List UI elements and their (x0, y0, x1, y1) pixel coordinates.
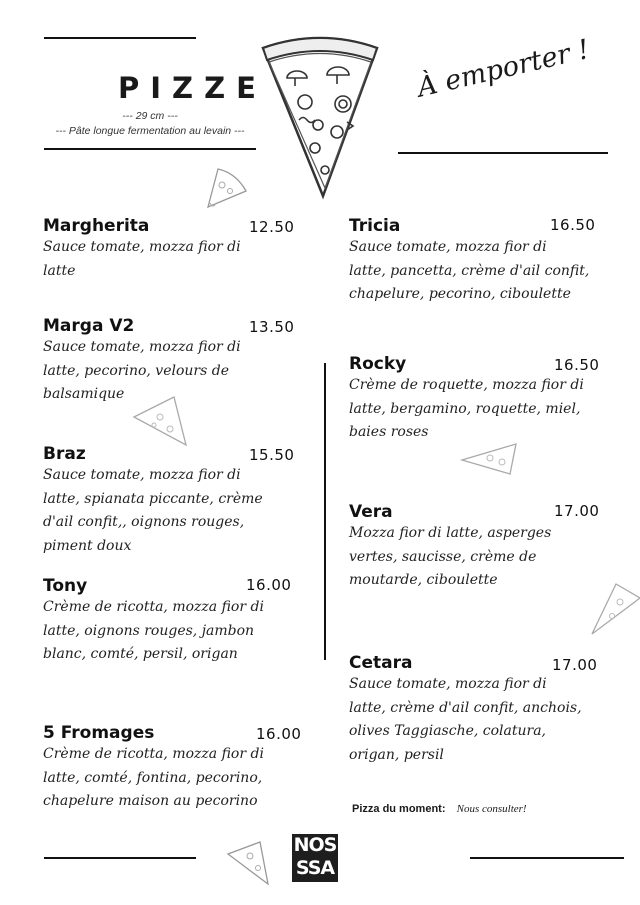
footer-rule-right (470, 857, 624, 859)
item-name: Tony (43, 576, 88, 596)
item-description: Mozza fior di latte, asperges vertes, saucisse, crème de moutarde, ciboulette (349, 525, 552, 588)
item-price: 13.50 (249, 318, 295, 336)
item-name: Vera (349, 502, 393, 522)
menu-item-tricia (349, 216, 619, 307)
header-rule-left (44, 37, 196, 39)
menu-item-cetara (349, 653, 619, 767)
item-description: Sauce tomate, mozza fior di latte, spianata piccante, crème d'ail confit,, oignons rouges, piment doux (43, 467, 263, 554)
page-title: PIZZE (118, 71, 267, 105)
menu-item-rocky (349, 354, 619, 445)
item-description: Crème de ricotta, mozza fior di latte, comté, fontina, pecorino, chapelure maison au pecorino (43, 746, 264, 809)
takeaway-heading: À emporter ! (414, 33, 593, 104)
item-name: Margherita (43, 216, 150, 236)
header-rule-left-lower (44, 148, 256, 150)
item-price: 16.00 (246, 576, 292, 594)
menu-item-braz (43, 444, 303, 558)
menu-item-margherita (43, 216, 298, 283)
menu-item-tony (43, 576, 303, 667)
menu-item-5-fromages (43, 723, 305, 814)
item-description: Sauce tomate, mozza fior di latte, pancetta, crème d'ail confit, chapelure, pecorino, ciboulette (349, 239, 590, 302)
item-name: Marga V2 (43, 316, 135, 336)
item-name: Braz (43, 444, 86, 464)
item-description: Sauce tomate, mozza fior di latte, crème d'ail confit, anchois, olives Taggiasche, colatura, origan, persil (349, 676, 582, 763)
pizza-of-the-moment (352, 797, 527, 816)
tagline: --- Pâte longue fermentation au levain --- (55, 125, 245, 137)
item-name: Rocky (349, 354, 407, 374)
footer-pizza-sketch-icon (224, 840, 274, 888)
item-price: 12.50 (249, 218, 295, 236)
item-description: Crème de ricotta, mozza fior di latte, oignons rouges, jambon blanc, comté, persil, origan (43, 599, 264, 662)
item-name: Cetara (349, 653, 413, 673)
item-description: Crème de roquette, mozza fior di latte, bergamino, roquette, miel, baies roses (349, 377, 584, 440)
item-name: Tricia (349, 216, 401, 236)
size-note: --- 29 cm --- (122, 110, 178, 122)
item-description: Sauce tomate, mozza fior di latte, pecorino, velours de balsamique (43, 339, 241, 402)
menu-item-marga-v2 (43, 316, 298, 407)
header-rule-right (398, 152, 608, 154)
item-price: 16.50 (550, 216, 596, 234)
item-price: 16.50 (554, 356, 600, 374)
pizza-slice-illustration-icon (255, 30, 385, 200)
menu-item-vera (349, 502, 619, 593)
moment-label: Pizza du moment: (352, 803, 446, 815)
logo-line-2: SSA (295, 857, 335, 879)
item-price: 16.00 (256, 725, 302, 743)
moment-value: Nous consulter! (456, 803, 527, 815)
logo-line-1: NOS (293, 834, 337, 856)
item-price: 17.00 (552, 656, 598, 674)
pizza-slice-sketch-icon-right (460, 440, 520, 480)
footer-rule-left (44, 857, 196, 859)
item-name: 5 Fromages (43, 723, 155, 743)
item-price: 15.50 (249, 446, 295, 464)
logo (292, 834, 338, 882)
item-price: 17.00 (554, 502, 600, 520)
item-description: Sauce tomate, mozza fior di latte (43, 239, 241, 279)
column-divider (324, 363, 326, 660)
small-pizza-sketch-icon (200, 163, 250, 213)
